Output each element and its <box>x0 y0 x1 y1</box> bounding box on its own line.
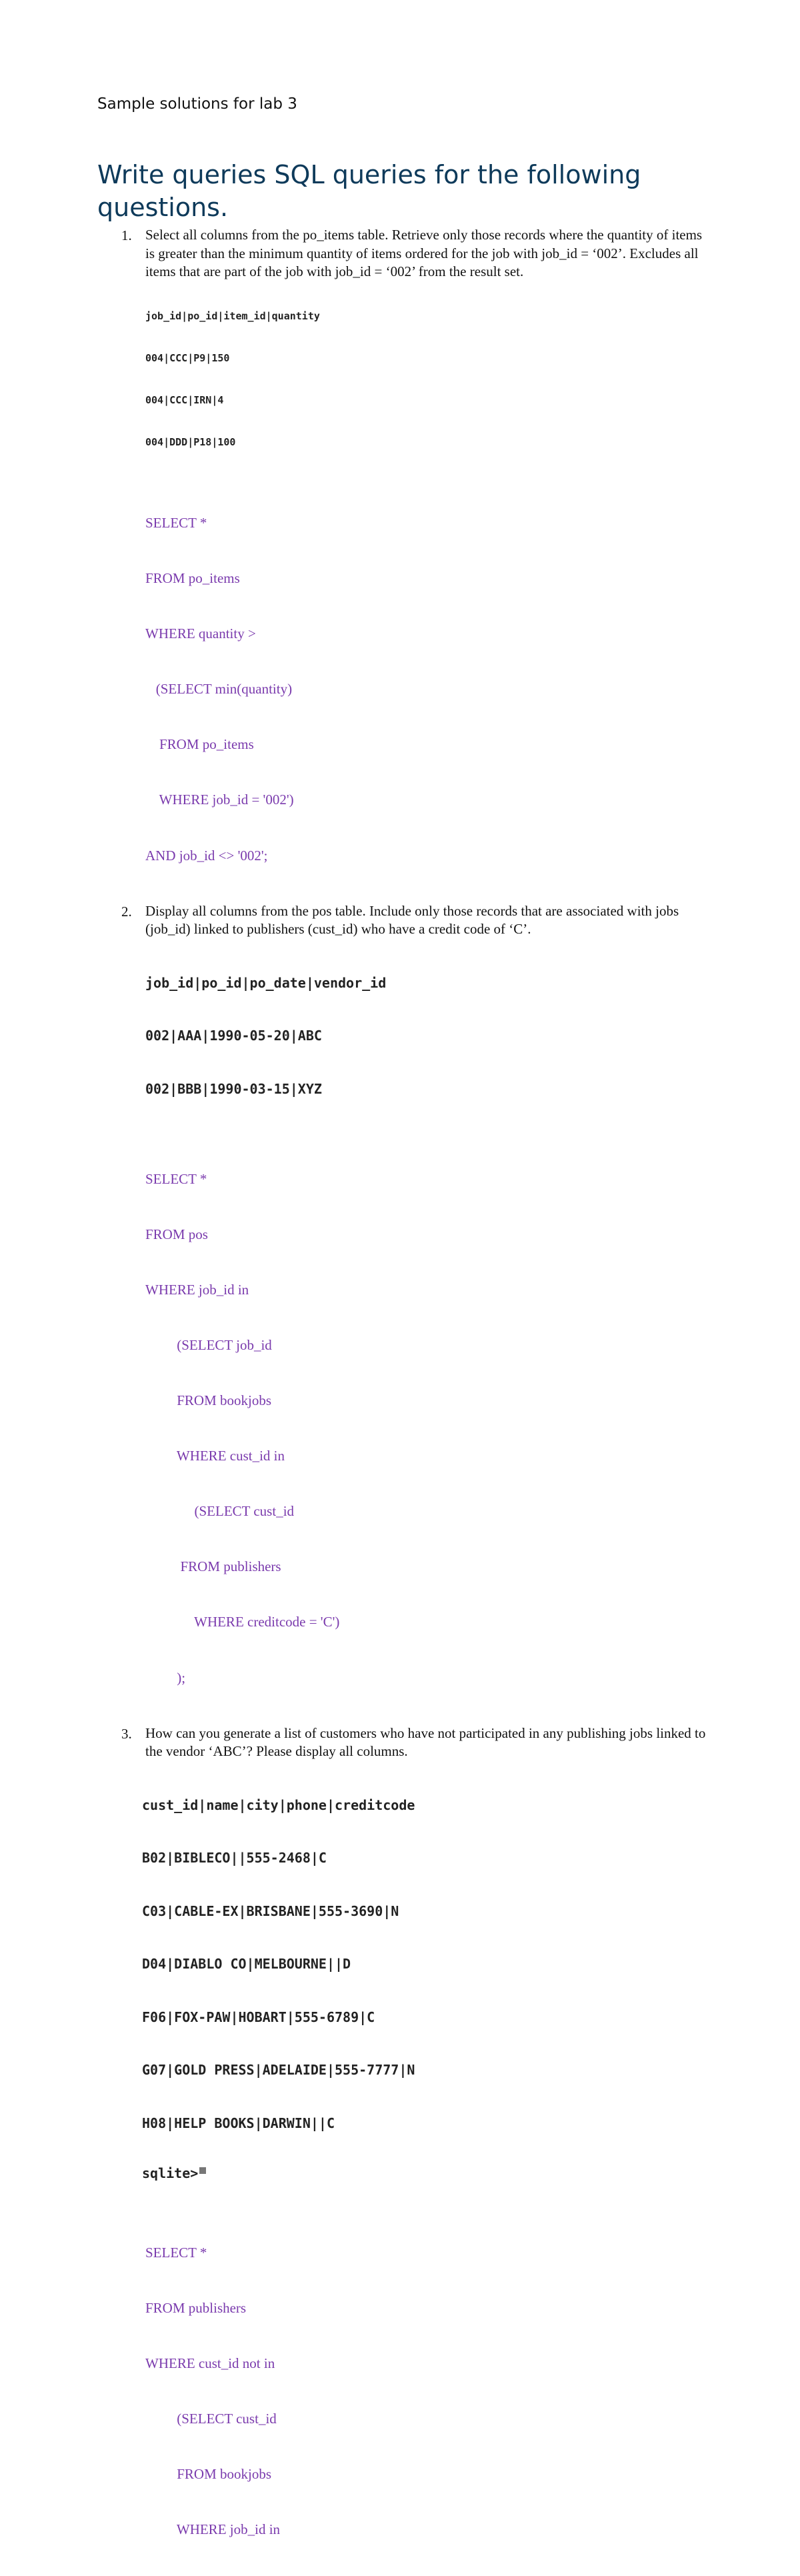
sql-line: ); <box>145 1669 186 1686</box>
question-number: 2. <box>121 903 132 920</box>
question-1 <box>0 226 800 902</box>
output-header-row: cust_id|name|city|phone|creditcode <box>142 1796 415 1813</box>
sql-line: AND job_id <> '002'; <box>145 847 268 864</box>
output-row: 004|CCC|IRN|4 <box>145 393 224 406</box>
output-row: B02|BIBLECO||555-2468|C <box>142 1850 327 1866</box>
output-row: G07|GOLD PRESS|ADELAIDE|555-7777|N <box>142 2062 415 2079</box>
question-text: Select all columns from the po_items table. Retrieve only those records where the quantity of items is greater than the minimum quantity of items ordered for the job with job_id = ‘002’. Excludes all items that are part of the job with job_id = ‘002’ from the result set. <box>145 227 703 279</box>
sql-line: WHERE cust_id in <box>145 1448 285 1464</box>
sql-line: SELECT * <box>145 2244 207 2261</box>
sql-solution <box>145 477 800 902</box>
sql-line: WHERE creditcode = 'C') <box>145 1614 340 1630</box>
question-3 <box>0 1724 800 2576</box>
sql-solution <box>145 1133 800 1724</box>
sql-line: FROM po_items <box>145 736 254 753</box>
sql-line: (SELECT cust_id <box>145 2410 277 2427</box>
sql-line: (SELECT job_id <box>145 1336 272 1353</box>
output-row: C03|CABLE-EX|BRISBANE|555-3690|N <box>142 1902 399 1919</box>
sql-line: WHERE job_id in <box>145 2521 281 2538</box>
output-row: D04|DIABLO CO|MELBOURNE||D <box>142 1956 351 1973</box>
sql-line: WHERE job_id in <box>145 1281 249 1298</box>
sql-line: SELECT * <box>145 1170 207 1187</box>
output-header-row: job_id|po_id|po_date|vendor_id <box>145 974 387 991</box>
sql-line: FROM bookjobs <box>145 2466 272 2483</box>
question-text: Display all columns from the pos table. Include only those records that are associated with jobs (job_id) linked to publishers (cust_id) who have a credit code of ‘C’. <box>145 902 679 938</box>
sql-line: (SELECT min(quantity) <box>145 681 293 698</box>
sql-line: FROM po_items <box>145 570 240 587</box>
sql-solution <box>145 2207 800 2576</box>
question-2 <box>0 902 800 1724</box>
question-list <box>0 226 800 2576</box>
document-subtitle: Sample solutions for lab 3 <box>97 95 297 113</box>
output-row: F06|FOX-PAW|HOBART|555-6789|C <box>142 2009 375 2025</box>
query-output <box>142 1761 800 2207</box>
sql-line: WHERE quantity > <box>145 625 256 642</box>
sql-line: FROM publishers <box>145 1558 281 1575</box>
output-header-row: job_id|po_id|item_id|quantity <box>145 309 320 322</box>
sql-line: FROM publishers <box>145 2299 247 2316</box>
question-number: 3. <box>121 1725 132 1742</box>
output-row: 004|DDD|P18|100 <box>145 435 236 448</box>
output-row: 002|AAA|1990-05-20|ABC <box>145 1028 322 1044</box>
sql-line: FROM pos <box>145 1226 208 1242</box>
output-row: 002|BBB|1990-03-15|XYZ <box>145 1080 322 1097</box>
sql-line: SELECT * <box>145 514 207 531</box>
query-output <box>145 939 800 1134</box>
output-prompt-row <box>142 2165 800 2182</box>
query-output <box>145 281 800 477</box>
terminal-cursor-icon <box>199 2167 206 2174</box>
output-row: 004|CCC|P9|150 <box>145 351 230 364</box>
sql-line: FROM bookjobs <box>145 1392 272 1409</box>
sql-line: WHERE cust_id not in <box>145 2355 275 2371</box>
document-heading: Write queries SQL queries for the following questions. <box>97 160 641 222</box>
sql-line: WHERE job_id = '002') <box>145 792 294 808</box>
output-row: H08|HELP BOOKS|DARWIN||C <box>142 2115 335 2131</box>
sqlite-prompt: sqlite> <box>142 2165 199 2182</box>
question-text: How can you generate a list of customers who have not participated in any publishing jobs linked to the vendor ‘ABC’? Please display all columns. <box>145 1724 706 1760</box>
question-number: 1. <box>121 227 132 243</box>
sql-line: (SELECT cust_id <box>145 1503 295 1520</box>
